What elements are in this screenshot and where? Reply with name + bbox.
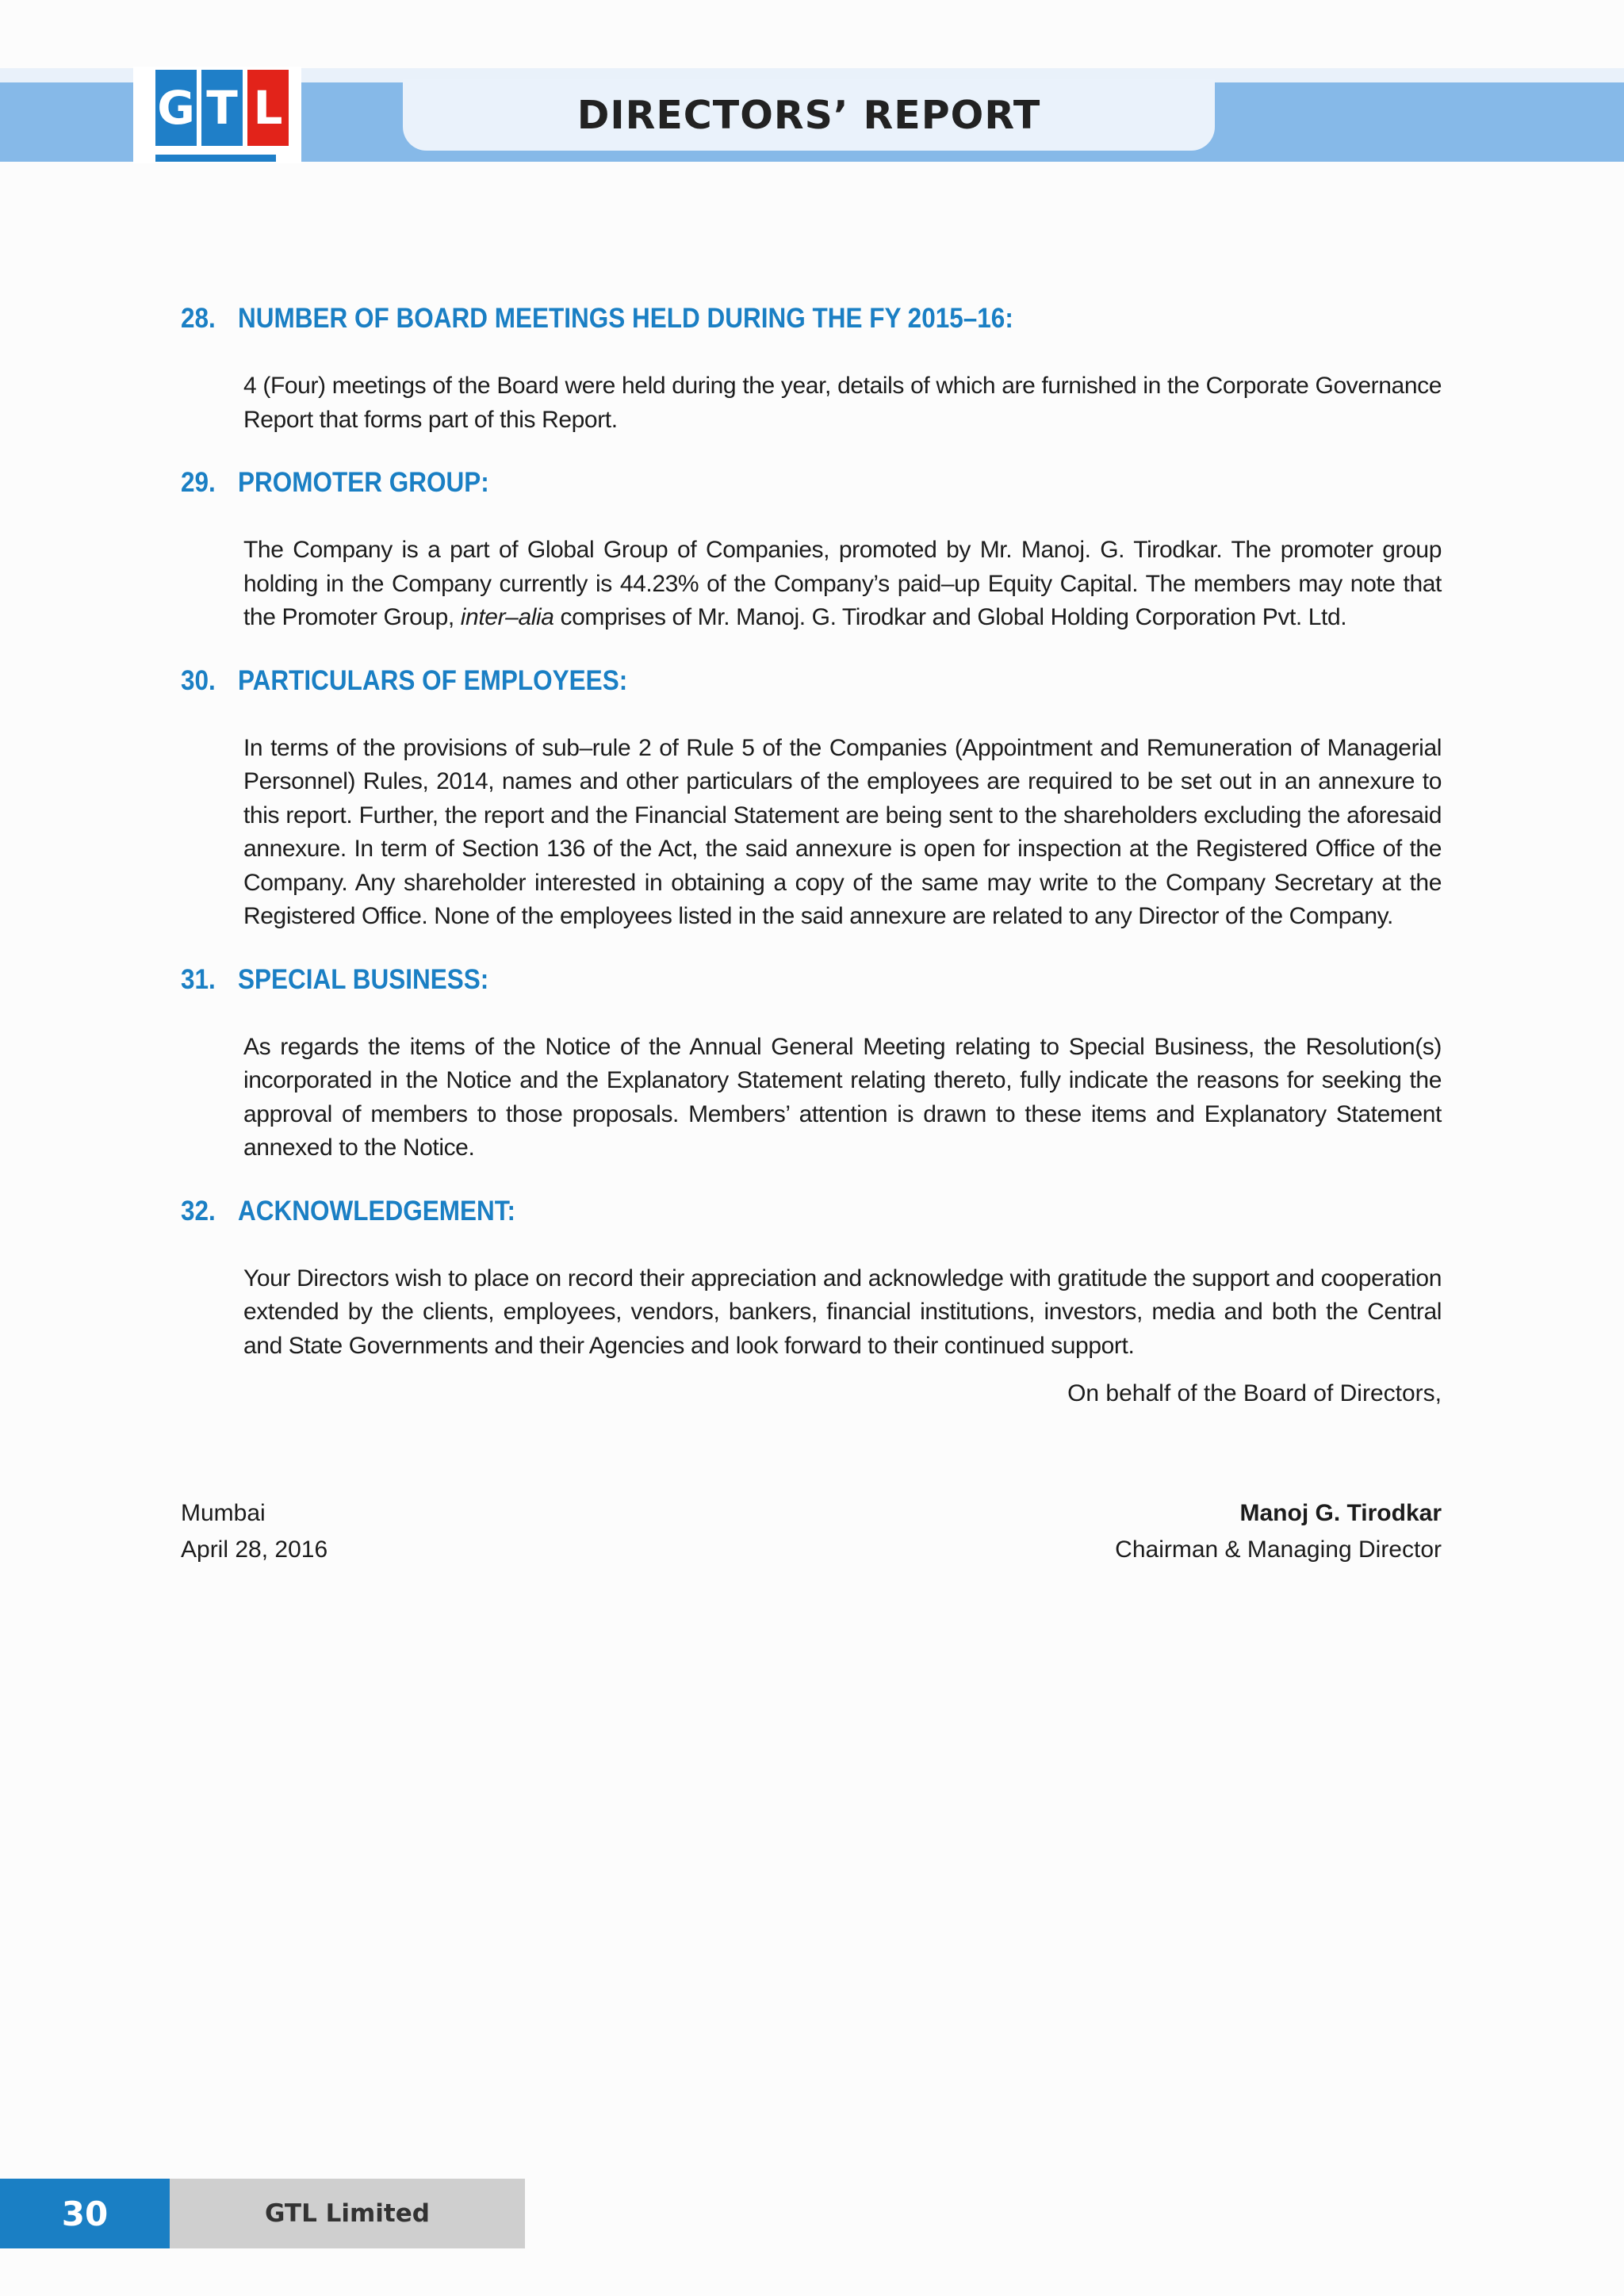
section-heading: [181, 300, 1316, 338]
page-title-tab: [403, 79, 1215, 151]
footer-company-name: GTL Limited: [170, 2179, 525, 2248]
page-number: 30: [0, 2179, 170, 2248]
signatory-designation: Chairman & Managing Director: [1115, 1536, 1442, 1563]
section-heading: [181, 961, 1316, 999]
page-title: DIRECTORS’ REPORT: [576, 92, 1041, 138]
body-text-part: The Company is a part of Global Group of Companies, promoted by Mr. Manoj. G. Tirodkar. The promoter group holding in the Company currently is 44.23% of the Company’s paid–up Equity Capital. The members may note that the Promoter Group,: [243, 537, 1442, 630]
section-number: 28.: [181, 303, 216, 334]
section-title: SPECIAL BUSINESS:: [238, 963, 489, 995]
section-heading: [181, 464, 1316, 502]
logo-letter-l: L: [247, 70, 289, 146]
logo-letter-t: T: [201, 70, 243, 146]
section-body: 4 (Four) meetings of the Board were held during the year, details of which are furnished in the Corporate Governance Report that forms part of this Report.: [243, 373, 1442, 433]
closing-line: On behalf of the Board of Directors,: [1067, 1380, 1442, 1406]
signatory: [1115, 1495, 1442, 1568]
signatory-name: Manoj G. Tirodkar: [1239, 1500, 1442, 1526]
report-content: [181, 300, 1442, 1437]
body-text-part: comprises of Mr. Manoj. G. Tirodkar and Global Holding Corporation Pvt. Ltd.: [553, 604, 1347, 630]
section-30: [181, 662, 1442, 934]
section-number: 30.: [181, 664, 216, 696]
section-number: 31.: [181, 963, 216, 995]
section-body: As regards the items of the Notice of the Annual General Meeting relating to Special Business, the Resolution(s) incorporated in the Notice and the Explanatory Statement relating thereto, fully indicate the reasons for seeking the approval of members to those proposals. Members’ attention is drawn to these items and Explanatory Statement annexed to the Notice.: [243, 1033, 1442, 1161]
signature-block: [181, 1495, 1442, 1568]
logo-underline: [155, 155, 276, 162]
section-body: In terms of the provisions of sub–rule 2 of Rule 5 of the Companies (Appointment and Remuneration of Managerial Personnel) Rules, 2014, names and other particulars of the employees are required to be set out in an annexure to this report. Further, the report and the Financial Statement are being sent to the shareholders excluding the aforesaid annexure. In term of Section 136 of the Act, the said annexure is open for inspection at the Registered Office of the Company. Any shareholder interested in obtaining a copy of the same may write to the Company Secretary at the Registered Office. None of the employees listed in the said annexure are related to any Director of the Company.: [243, 734, 1442, 929]
section-title: PROMOTER GROUP:: [238, 467, 489, 498]
body-italic-term: inter–alia: [460, 604, 554, 630]
section-title: NUMBER OF BOARD MEETINGS HELD DURING THE FY 2015–16:: [238, 303, 1013, 334]
section-32: [181, 1192, 1442, 1411]
section-29: [181, 464, 1442, 635]
gtl-logo: [155, 70, 289, 146]
section-title: PARTICULARS OF EMPLOYEES:: [238, 664, 628, 696]
place: Mumbai: [181, 1500, 266, 1526]
section-body: Your Directors wish to place on record their appreciation and acknowledge with gratitude the support and cooperation extended by the clients, employees, vendors, bankers, financial institutions, investors, media and both the Central and State Governments and their Agencies and look forward to their continued support.: [243, 1265, 1442, 1359]
section-title: ACKNOWLEDGEMENT:: [238, 1195, 515, 1226]
place-date: [181, 1495, 327, 1568]
logo-letter-g: G: [155, 70, 197, 146]
section-number: 32.: [181, 1195, 216, 1226]
section-body: [243, 534, 1442, 635]
section-31: [181, 961, 1442, 1165]
date: April 28, 2016: [181, 1536, 328, 1563]
section-heading: [181, 1192, 1316, 1230]
signature-row: [181, 1495, 1442, 1568]
section-heading: [181, 662, 1316, 700]
section-28: [181, 300, 1442, 437]
section-number: 29.: [181, 467, 216, 498]
